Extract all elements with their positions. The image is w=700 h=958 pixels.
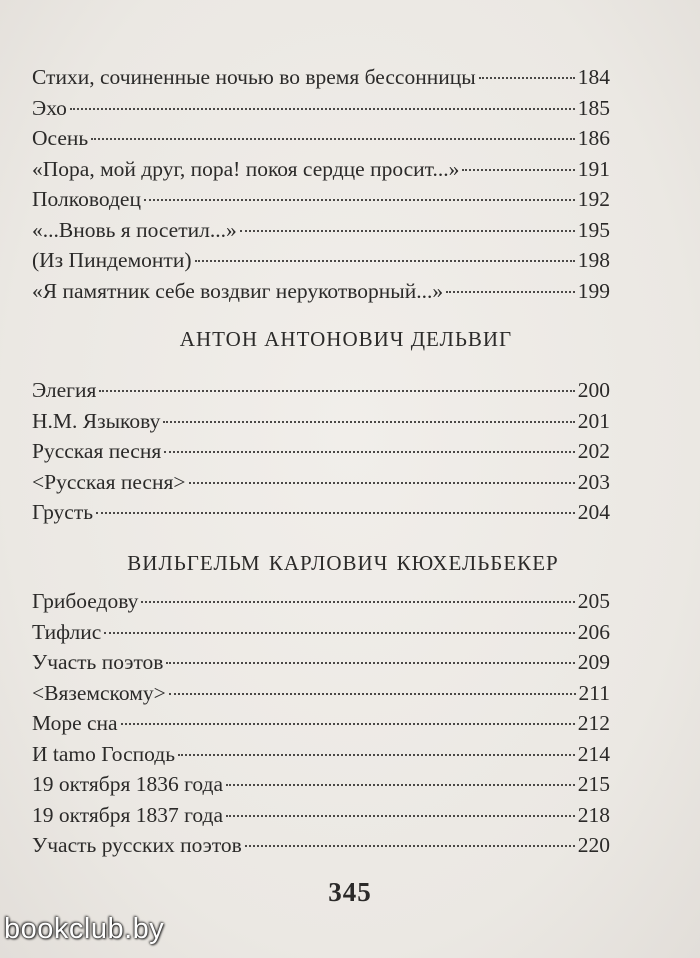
toc-entry [32,467,610,498]
dot-leader [189,482,575,484]
toc-entry-page: 200 [577,378,610,402]
toc-entry-page: 214 [577,741,610,766]
toc-entry [32,375,610,406]
toc-entry-page: 195 [577,217,610,242]
toc-entry-title: Участь русских поэтов [32,833,242,857]
toc-entry [32,123,610,154]
toc-section-1 [32,62,610,306]
toc-entry-title: Эхо [32,95,67,120]
dot-leader [164,451,575,453]
toc-entry-title: «...Вновь я посетил...» [32,217,237,242]
toc-entry-page: 201 [577,408,610,433]
dot-leader [121,723,575,725]
toc-entry-title: 19 октября 1836 года [32,772,224,796]
toc-entry [32,62,610,93]
toc-entry-title: Н.М. Языкову [32,408,161,433]
toc-entry [32,436,610,467]
toc-entry [32,406,610,437]
dot-leader [446,291,575,293]
toc-entry-title: Полководец [32,187,141,211]
dot-leader [70,108,575,110]
toc-entry-title: Грусть [32,500,94,524]
toc-entry-page: 198 [577,248,610,272]
toc-entry-page: 204 [577,500,610,524]
toc-entry-page: 206 [577,619,610,644]
dot-leader [96,512,575,514]
dot-leader [166,662,574,664]
dot-leader [226,784,575,786]
toc-entry [32,276,610,307]
toc-entry-title: Море сна [32,711,118,735]
toc-entry-title: Грибоедову [32,589,139,613]
toc-entry [32,184,610,215]
dot-leader [91,138,575,140]
toc-entry-page: 209 [577,650,610,674]
dot-leader [178,754,575,756]
toc-entry-page: 199 [577,278,610,303]
toc-entry [32,93,610,124]
toc-entry-page: 202 [577,439,610,463]
section-heading-delvig: АНТОН АНТОНОВИЧ ДЕЛЬВИГ [179,327,513,351]
toc-entry-title: «Я памятник себе воздвиг нерукотворный...» [32,278,444,303]
toc-entry-page: 220 [577,833,610,857]
toc-entry-page: 192 [577,187,610,211]
toc-entry-page: 211 [578,680,610,705]
toc-entry-title: Осень [32,126,89,150]
toc-entry [32,647,610,678]
toc-entry-page: 218 [577,802,610,827]
section-heading-kuchelbecker: ВИЛЬГЕЛЬМ КАРЛОВИЧ КЮХЕЛЬБЕКЕР [127,551,559,575]
toc-entry [32,245,610,276]
toc-entry-title: И tamo Господь [32,741,176,766]
toc-entry-page: 186 [577,126,610,150]
toc-entry [32,708,610,739]
toc-entry-title: <Русская песня> [32,469,186,494]
toc-entry [32,678,610,709]
watermark: bookclub.by [4,913,165,945]
page-number: 345 [328,877,372,907]
toc-entry [32,617,610,648]
dot-leader [245,845,575,847]
toc-entry-title: Тифлис [32,619,102,644]
toc-entry-title: 19 октября 1837 года [32,802,224,827]
toc-entry [32,497,610,528]
toc-entry-title: Стихи, сочиненные ночью во время бессонницы [32,65,476,89]
dot-leader [226,815,575,817]
toc-entry [32,215,610,246]
toc-entry-title: Участь поэтов [32,650,164,674]
toc-entry [32,586,610,617]
toc-section-2 [32,375,610,528]
dot-leader [104,632,574,634]
toc-entry-page: 212 [577,711,610,735]
dot-leader [163,421,574,423]
toc-entry-title: (Из Пиндемонти) [32,248,192,272]
toc-entry-title: <Вяземскому> [32,680,166,705]
toc-entry-page: 184 [577,65,610,89]
toc-entry-page: 185 [577,95,610,120]
toc-entry-page: 215 [577,772,610,796]
dot-leader [141,601,574,603]
toc-entry-page: 203 [577,469,610,494]
toc-entry-page: 205 [577,589,610,613]
dot-leader [479,77,575,79]
toc-section-3 [32,586,610,861]
dot-leader [240,230,575,232]
toc-entry [32,830,610,861]
toc-entry-title: Русская песня [32,439,162,463]
toc-entry-title: Элегия [32,378,97,402]
toc-entry [32,154,610,185]
toc-entry [32,739,610,770]
toc-entry-title: «Пора, мой друг, пора! покоя сердце просит...» [32,156,460,181]
dot-leader [169,693,576,695]
dot-leader [195,260,575,262]
dot-leader [99,390,574,392]
toc-entry-page: 191 [577,156,610,181]
toc-entry [32,800,610,831]
dot-leader [462,169,574,171]
toc-entry [32,769,610,800]
dot-leader [144,199,575,201]
